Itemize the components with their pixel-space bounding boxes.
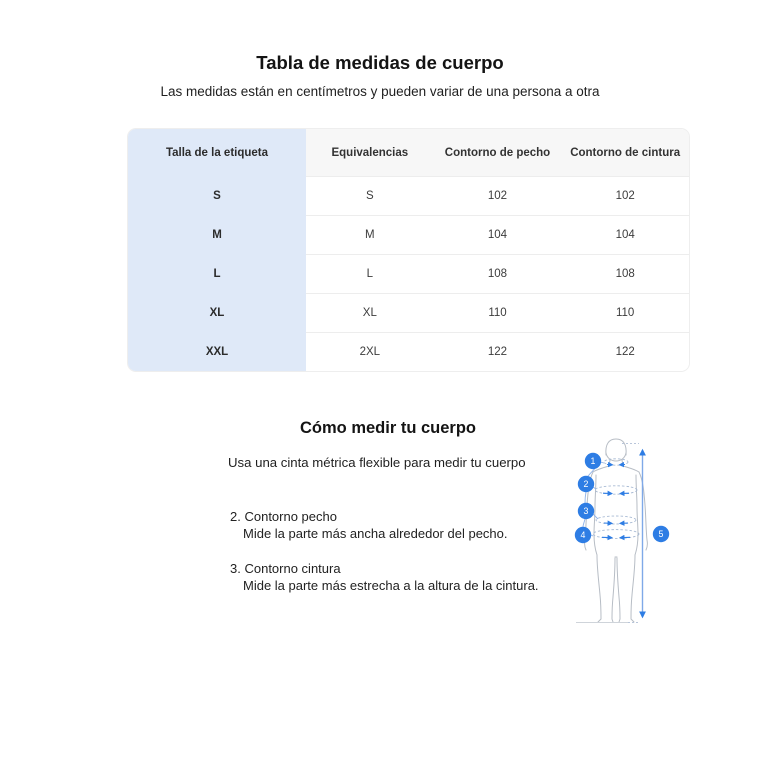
table-cell-equivalence: L — [306, 254, 434, 293]
item-number: 3. — [230, 561, 241, 576]
marker-badge-2 — [578, 476, 594, 492]
column-header-equivalences: Equivalencias — [306, 129, 434, 176]
column-header-chest: Contorno de pecho — [434, 129, 562, 176]
table-cell-size: XXL — [128, 332, 306, 371]
table-cell-equivalence: S — [306, 176, 434, 215]
svg-text:2: 2 — [583, 479, 589, 490]
table-cell-size: M — [128, 215, 306, 254]
measurement-arrows — [602, 465, 630, 538]
table-cell-chest: 110 — [434, 293, 562, 332]
marker-badge-3 — [578, 503, 594, 519]
table-cell-chest: 108 — [434, 254, 562, 293]
item-label: Contorno pecho — [244, 509, 337, 524]
table-cell-chest: 122 — [434, 332, 562, 371]
table-cell-chest: 104 — [434, 215, 562, 254]
table-cell-size: S — [128, 176, 306, 215]
table-cell-waist: 122 — [561, 332, 689, 371]
item-label: Contorno cintura — [244, 561, 341, 576]
marker-badge-5 — [653, 526, 669, 542]
svg-text:4: 4 — [580, 530, 586, 541]
table-cell-equivalence: 2XL — [306, 332, 434, 371]
size-chart-table — [127, 128, 690, 372]
table-cell-chest: 102 — [434, 176, 562, 215]
table-cell-equivalence: XL — [306, 293, 434, 332]
table-cell-size: L — [128, 254, 306, 293]
measure-section-subtitle: Usa una cinta métrica flexible para medir tu cuerpo — [228, 455, 526, 470]
table-cell-equivalence: M — [306, 215, 434, 254]
marker-badge-4 — [575, 527, 591, 543]
measure-instruction-description: Mide la parte más estrecha a la altura de la cintura. — [243, 578, 539, 593]
measure-instruction-title — [230, 560, 539, 577]
table-cell-waist: 102 — [561, 176, 689, 215]
marker-badge-1 — [585, 453, 601, 469]
page-subtitle: Las medidas están en centímetros y pueden variar de una persona a otra — [160, 84, 600, 99]
measurement-ellipses — [593, 459, 639, 539]
table-cell-size: XL — [128, 293, 306, 332]
measure-instruction-chest — [230, 508, 508, 542]
table-cell-waist: 104 — [561, 215, 689, 254]
column-header-label-size: Talla de la etiqueta — [128, 129, 306, 176]
body-measurement-diagram — [572, 437, 692, 632]
body-figure-illustration — [572, 437, 692, 632]
measure-instruction-title — [230, 508, 508, 525]
column-header-waist: Contorno de cintura — [561, 129, 689, 176]
measure-instruction-description: Mide la parte más ancha alrededor del pecho. — [243, 526, 508, 541]
svg-text:5: 5 — [658, 529, 664, 540]
page-title: Tabla de medidas de cuerpo — [256, 52, 504, 73]
svg-text:1: 1 — [590, 456, 596, 467]
svg-text:3: 3 — [583, 506, 589, 517]
table-cell-waist: 110 — [561, 293, 689, 332]
measure-instruction-waist — [230, 560, 539, 594]
table-cell-waist: 108 — [561, 254, 689, 293]
measure-section-title: Cómo medir tu cuerpo — [299, 419, 476, 437]
item-number: 2. — [230, 509, 241, 524]
